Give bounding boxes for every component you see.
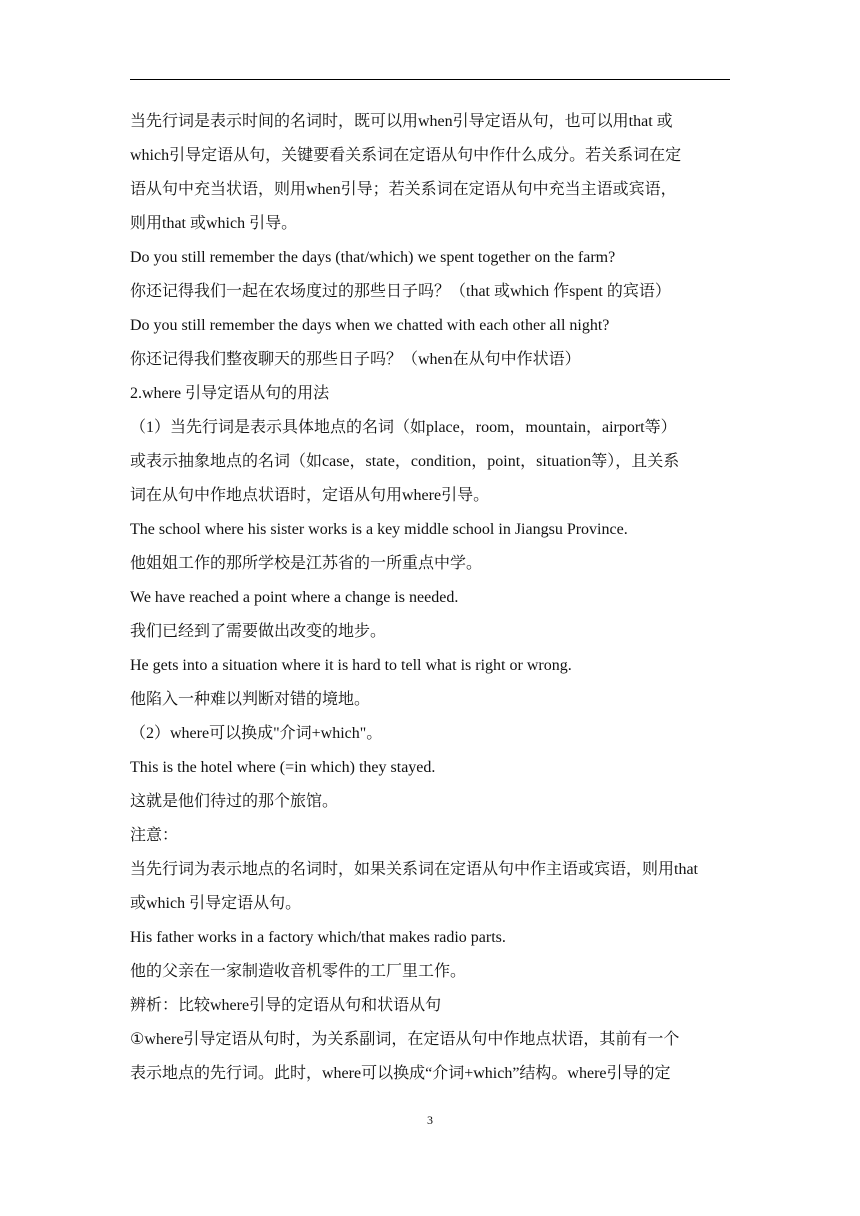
text-line: 当先行词为表示地点的名词时，如果关系词在定语从句中作主语或宾语，则用that bbox=[130, 861, 698, 878]
comparison-heading: 辨析：比较where引导的定语从句和状语从句 bbox=[130, 997, 442, 1014]
example-sentence: This is the hotel where (=in which) they stayed. bbox=[130, 759, 436, 776]
text-line: （1）当先行词是表示具体地点的名词（如place，room，mountain，airport等） bbox=[130, 419, 677, 436]
header-rule bbox=[130, 79, 730, 80]
document-body bbox=[130, 105, 730, 1091]
translation-line: 你还记得我们整夜聊天的那些日子吗？（when在从句中作状语） bbox=[130, 351, 581, 368]
page-number: 3 bbox=[427, 1113, 433, 1127]
example-sentence: Do you still remember the days (that/which) we spent together on the farm? bbox=[130, 249, 616, 266]
translation-line: 他陷入一种难以判断对错的境地。 bbox=[130, 691, 371, 708]
example-sentence: His father works in a factory which/that makes radio parts. bbox=[130, 929, 506, 946]
example-sentence: He gets into a situation where it is hard to tell what is right or wrong. bbox=[130, 657, 572, 674]
subsection-heading: （2）where可以换成"介词+which"。 bbox=[130, 725, 383, 742]
text-line: 语从句中充当状语，则用when引导；若关系词在定语从句中充当主语或宾语， bbox=[130, 181, 677, 198]
example-sentence: We have reached a point where a change is needed. bbox=[130, 589, 459, 606]
text-line: 则用that 或which 引导。 bbox=[130, 215, 298, 232]
section-heading: 2.where 引导定语从句的用法 bbox=[130, 385, 330, 402]
text-line: 或which 引导定语从句。 bbox=[130, 895, 302, 912]
note-label: 注意： bbox=[130, 827, 179, 844]
translation-line: 他的父亲在一家制造收音机零件的工厂里工作。 bbox=[130, 963, 467, 980]
example-sentence: Do you still remember the days when we chatted with each other all night? bbox=[130, 317, 610, 334]
text-line: 或表示抽象地点的名词（如case，state，condition，point，situation等），且关系 bbox=[130, 453, 680, 470]
translation-line: 这就是他们待过的那个旅馆。 bbox=[130, 793, 339, 810]
text-line: 表示地点的先行词。此时，where可以换成“介词+which”结构。where引导的定 bbox=[130, 1065, 671, 1082]
example-sentence: The school where his sister works is a key middle school in Jiangsu Province. bbox=[130, 521, 628, 538]
text-line: which引导定语从句，关键要看关系词在定语从句中作什么成分。若关系词在定 bbox=[130, 147, 682, 164]
text-line: 当先行词是表示时间的名词时，既可以用when引导定语从句，也可以用that 或 bbox=[130, 113, 673, 130]
text-line: ①where引导定语从句时，为关系副词，在定语从句中作地点状语，其前有一个 bbox=[130, 1031, 680, 1048]
translation-line: 我们已经到了需要做出改变的地步。 bbox=[130, 623, 387, 640]
text-line: 词在从句中作地点状语时，定语从句用where引导。 bbox=[130, 487, 490, 504]
translation-line: 你还记得我们一起在农场度过的那些日子吗？（that 或which 作spent 的宾语） bbox=[130, 283, 671, 300]
translation-line: 他姐姐工作的那所学校是江苏省的一所重点中学。 bbox=[130, 555, 483, 572]
